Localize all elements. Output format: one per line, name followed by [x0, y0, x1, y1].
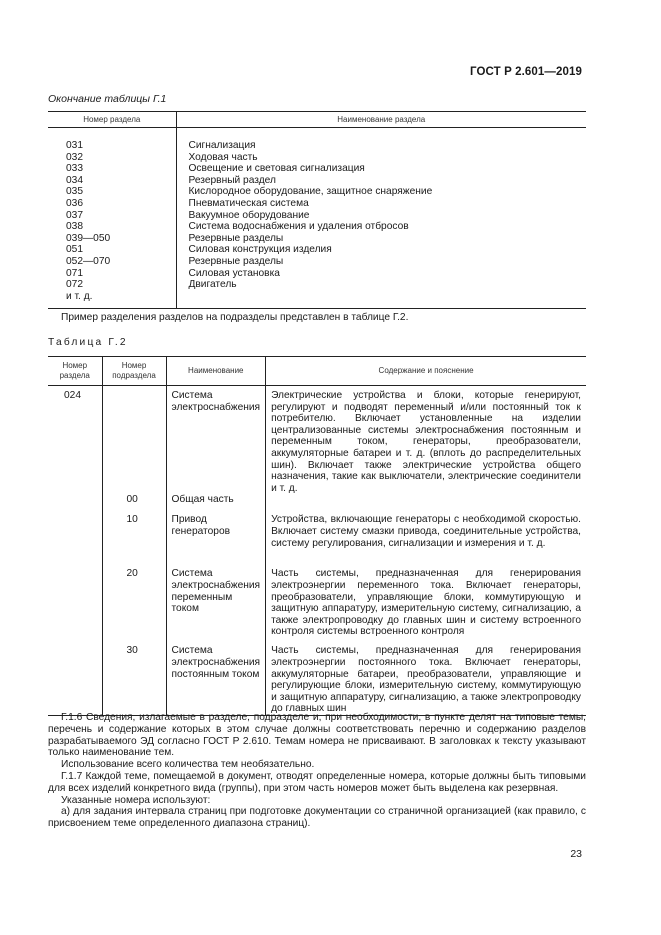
page-number: 23: [570, 848, 582, 860]
table2-header-row: [48, 357, 586, 386]
table1-caption: Окончание таблицы Г.1: [48, 93, 167, 105]
section-name: Резервные разделы: [188, 255, 284, 267]
section-number: и т. д.: [66, 290, 93, 302]
section-number: 052—070: [66, 255, 111, 267]
section-number: 039—050: [66, 232, 111, 244]
row-content: [266, 494, 586, 514]
row-section: [48, 514, 102, 568]
table-g2: [48, 356, 586, 716]
row-name: Система электроснабжения: [166, 386, 266, 495]
table1-col-number: Номер раздела: [48, 112, 176, 128]
table1-col-name: Наименование раздела: [176, 112, 586, 128]
table2-col-section: Номер раздела: [48, 357, 102, 386]
section-name: Двигатель: [188, 279, 237, 291]
row-section: [48, 568, 102, 645]
row-name: Привод генераторов: [166, 514, 266, 568]
paragraph-g16: Г.1.6 Сведения, излагаемые в разделе, подразделе и, при необходимости, в пункте делят на типовые темы, перечень и содержание которых в этом случае должны соответствовать перечню и содержанию разделов разрабатываемого ЭД согласно ГОСТ Р 2.610. Темам номера не присваивают. В заголовках к тексту указывают только наименование тем.: [48, 712, 586, 759]
row-content: Устройства, включающие генераторы с необходимой скоростью. Включает систему смазки привода, соединительные устройства, систему регулирования, сигнализации и измерения и т. д.: [271, 514, 581, 549]
row-section: [48, 494, 102, 514]
table1-names-cell: [176, 128, 586, 309]
paragraph-g17: Г.1.7 Каждой теме, помещаемой в документ, отводят определенные номера, которые должны быть типовыми для всех изделий конкретного вида (группы), при этом часть номеров может быть выделена как резервная.: [48, 770, 586, 794]
section-name: Система водоснабжения и удаления отбросов: [188, 221, 409, 233]
row-content: Часть системы, предназначенная для генерирования электроэнергии переменного тока. Включает генераторы, преобразователи, управляющие блоки, коммутирующую и защитную аппаратуру, измерительную систему, сигнализацию, а также электропроводку до главных шин и систему встроенного контроля системы встроенного контроля: [271, 568, 581, 638]
standard-designation: ГОСТ Р 2.601—2019: [470, 66, 582, 78]
section-name: Сигнализация: [188, 140, 256, 151]
paragraph-item-a: а) для задания интервала страниц при подготовке документации со страничной организацией (как правило, с присвоением теме определенного диапазона страниц).: [48, 806, 586, 830]
table1-numbers-cell: [48, 128, 176, 309]
section-name: Резервный раздел: [188, 174, 276, 186]
section-number: 036: [66, 197, 83, 209]
row-section: [48, 645, 102, 715]
row-subsection: [102, 386, 166, 495]
table2-col-content: Содержание и пояснение: [266, 357, 586, 386]
table-row: [48, 645, 586, 715]
section-number: 032: [66, 151, 83, 163]
section-number: 035: [66, 186, 83, 198]
section-number: 031: [66, 140, 83, 151]
paragraph-numbers-usage: Указанные номера используют:: [61, 794, 211, 806]
section-number: 038: [66, 221, 83, 233]
table2-caption: Таблица Г.2: [48, 337, 128, 348]
row-subsection: 30: [102, 645, 166, 715]
section-name: Кислородное оборудование, защитное снаряжение: [188, 186, 433, 198]
section-name: Ходовая часть: [188, 151, 258, 163]
table1-header-row: [48, 112, 586, 128]
section-name: Освещение и световая сигнализация: [188, 163, 365, 175]
section-name: Пневматическая система: [188, 197, 309, 209]
row-subsection: 20: [102, 568, 166, 645]
table-row: [48, 494, 586, 514]
section-number: 034: [66, 174, 83, 186]
row-name: Общая часть: [166, 494, 266, 514]
table-row: [48, 386, 586, 495]
table2-col-subsection: Номер подраздела: [102, 357, 166, 386]
row-name: Система электроснабжения постоянным током: [166, 645, 266, 715]
section-number: 037: [66, 209, 83, 221]
row-section: 024: [48, 386, 102, 495]
row-subsection: 00: [102, 494, 166, 514]
body-text: [48, 712, 586, 830]
row-content: Часть системы, предназначенная для генерирования электроэнергии постоянного тока. Включает генераторы, аккумуляторные батареи, преобразователи, управляющие и регулирующие блоки, измерительную систему, коммутирующую и защитную аппаратуру, сигнализацию, а также электропроводку до главных шин: [271, 645, 581, 715]
table2-col-name: Наименование: [166, 357, 266, 386]
section-name: Резервные разделы: [188, 232, 284, 244]
section-name: Вакуумное оборудование: [188, 209, 310, 221]
row-name: Система электроснабжения переменным током: [166, 568, 266, 645]
section-name: Силовая конструкция изделия: [188, 244, 332, 256]
section-name: [189, 291, 587, 303]
row-subsection: 10: [102, 514, 166, 568]
paragraph-topics-optional: Использование всего количества тем необязательно.: [61, 759, 315, 771]
table-row: [48, 514, 586, 568]
table-row: [48, 568, 586, 645]
section-number: 071: [66, 267, 83, 279]
table1-body-row: [48, 128, 586, 309]
section-name: Силовая установка: [188, 267, 280, 279]
intro-paragraph: Пример разделения разделов на подразделы представлен в таблице Г.2.: [61, 312, 409, 323]
table-g1: [48, 111, 586, 309]
section-number: 033: [66, 163, 83, 175]
section-number: 072: [66, 279, 83, 291]
row-content: Электрические устройства и блоки, которые генерируют, регулируют и подводят переменный и/или постоянный ток к потребителю. Включает установленные на изделии централизованные системы электроснабжения постоянным и переменным током, генераторы, преобразователи, аккумуляторные батареи и т. д. (вплоть до распределительных шин). Включает также электрические устройства общего назначения, такие как выключатели, электрические соединители и т. д.: [271, 390, 581, 494]
section-number: 051: [66, 244, 83, 256]
